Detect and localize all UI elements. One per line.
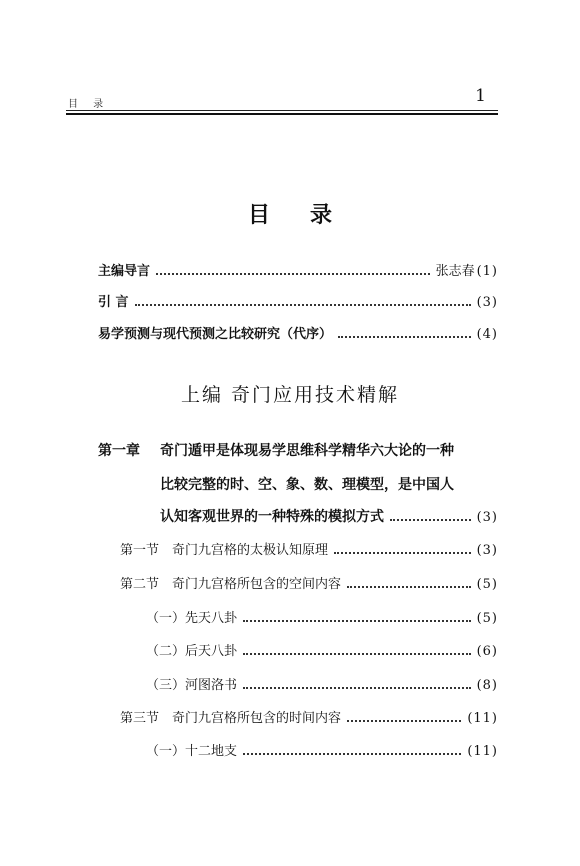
page-title (0, 198, 580, 229)
toc-entry-label: 易学预测与现代预测之比较研究（代序） (98, 327, 333, 342)
toc-entry-label: （一）先天八卦 (146, 611, 238, 626)
dot-leader (243, 653, 471, 655)
toc-entry-label: 主编导言 (98, 264, 151, 279)
toc-entry-preface[interactable] (98, 323, 498, 345)
toc-entry-label: 引 言 (98, 295, 129, 310)
toc-entry-page: (5) (476, 611, 498, 626)
toc-entry-page: (8) (476, 678, 498, 693)
dot-leader (390, 519, 471, 521)
toc-entry-introduction[interactable] (98, 291, 498, 313)
toc-entry-label: （三）河图洛书 (146, 678, 238, 693)
dot-leader (347, 586, 471, 588)
dot-leader (243, 620, 471, 622)
title-char-2: 录 (310, 203, 333, 228)
toc-entry-page: (3) (476, 295, 498, 310)
dot-leader (135, 304, 471, 306)
header-page-number: 1 (475, 86, 486, 106)
chapter-title-line-3: 认知客观世界的一种特殊的模拟方式 (160, 509, 384, 525)
toc-entry-label: 第三节 奇门九宫格所包含的时间内容 (120, 711, 342, 726)
running-header (68, 86, 498, 116)
toc-entry-page: (3) (476, 543, 498, 558)
title-char-1: 目 (247, 203, 270, 228)
toc-entry-label: （二）后天八卦 (146, 644, 238, 659)
toc-entry-label: （一）十二地支 (146, 744, 238, 759)
toc-entry-chapter-1[interactable] (160, 506, 498, 528)
header-rule-thin (66, 110, 498, 111)
dot-leader (347, 720, 461, 722)
dot-leader (243, 753, 461, 755)
toc-entry-page: (5) (476, 577, 498, 592)
toc-entry-section[interactable] (120, 573, 498, 595)
chapter-label: 第一章 (98, 443, 140, 459)
toc-entry-page: (6) (476, 644, 498, 659)
toc-entry-page: (1) (476, 264, 498, 279)
toc-entry-label: 第二节 奇门九宫格所包含的空间内容 (120, 577, 342, 592)
toc-entry-subsection[interactable] (146, 740, 498, 762)
toc-entry-section[interactable] (120, 539, 498, 561)
toc-entry-editor-intro[interactable] (98, 260, 498, 282)
toc-entry-subsection[interactable] (146, 640, 498, 662)
toc-entry-page: (4) (476, 327, 498, 342)
dot-leader (334, 552, 471, 554)
toc-entry-section[interactable] (120, 707, 498, 729)
toc-entry-page: (11) (467, 711, 498, 726)
toc-entry-subsection[interactable] (146, 674, 498, 696)
chapter-title-line-2[interactable]: 比较完整的时、空、象、数、理模型，是中国人 (160, 477, 454, 493)
toc-entry-page: (3) (476, 510, 498, 525)
toc-entry-subsection[interactable] (146, 607, 498, 629)
toc-entry-label: 第一节 奇门九宫格的太极认知原理 (120, 543, 329, 558)
toc-entry-author: 张志春 (435, 264, 475, 279)
part-title: 上编 奇门应用技术精解 (180, 384, 400, 406)
dot-leader (156, 273, 430, 275)
header-label: 目 录 (68, 99, 110, 110)
toc-entry-page: (11) (467, 744, 498, 759)
dot-leader (243, 687, 471, 689)
dot-leader (338, 336, 471, 338)
header-rule-thick (66, 113, 498, 115)
chapter-title-line-1[interactable]: 奇门遁甲是体现易学思维科学精华六大论的一种 (160, 443, 454, 459)
